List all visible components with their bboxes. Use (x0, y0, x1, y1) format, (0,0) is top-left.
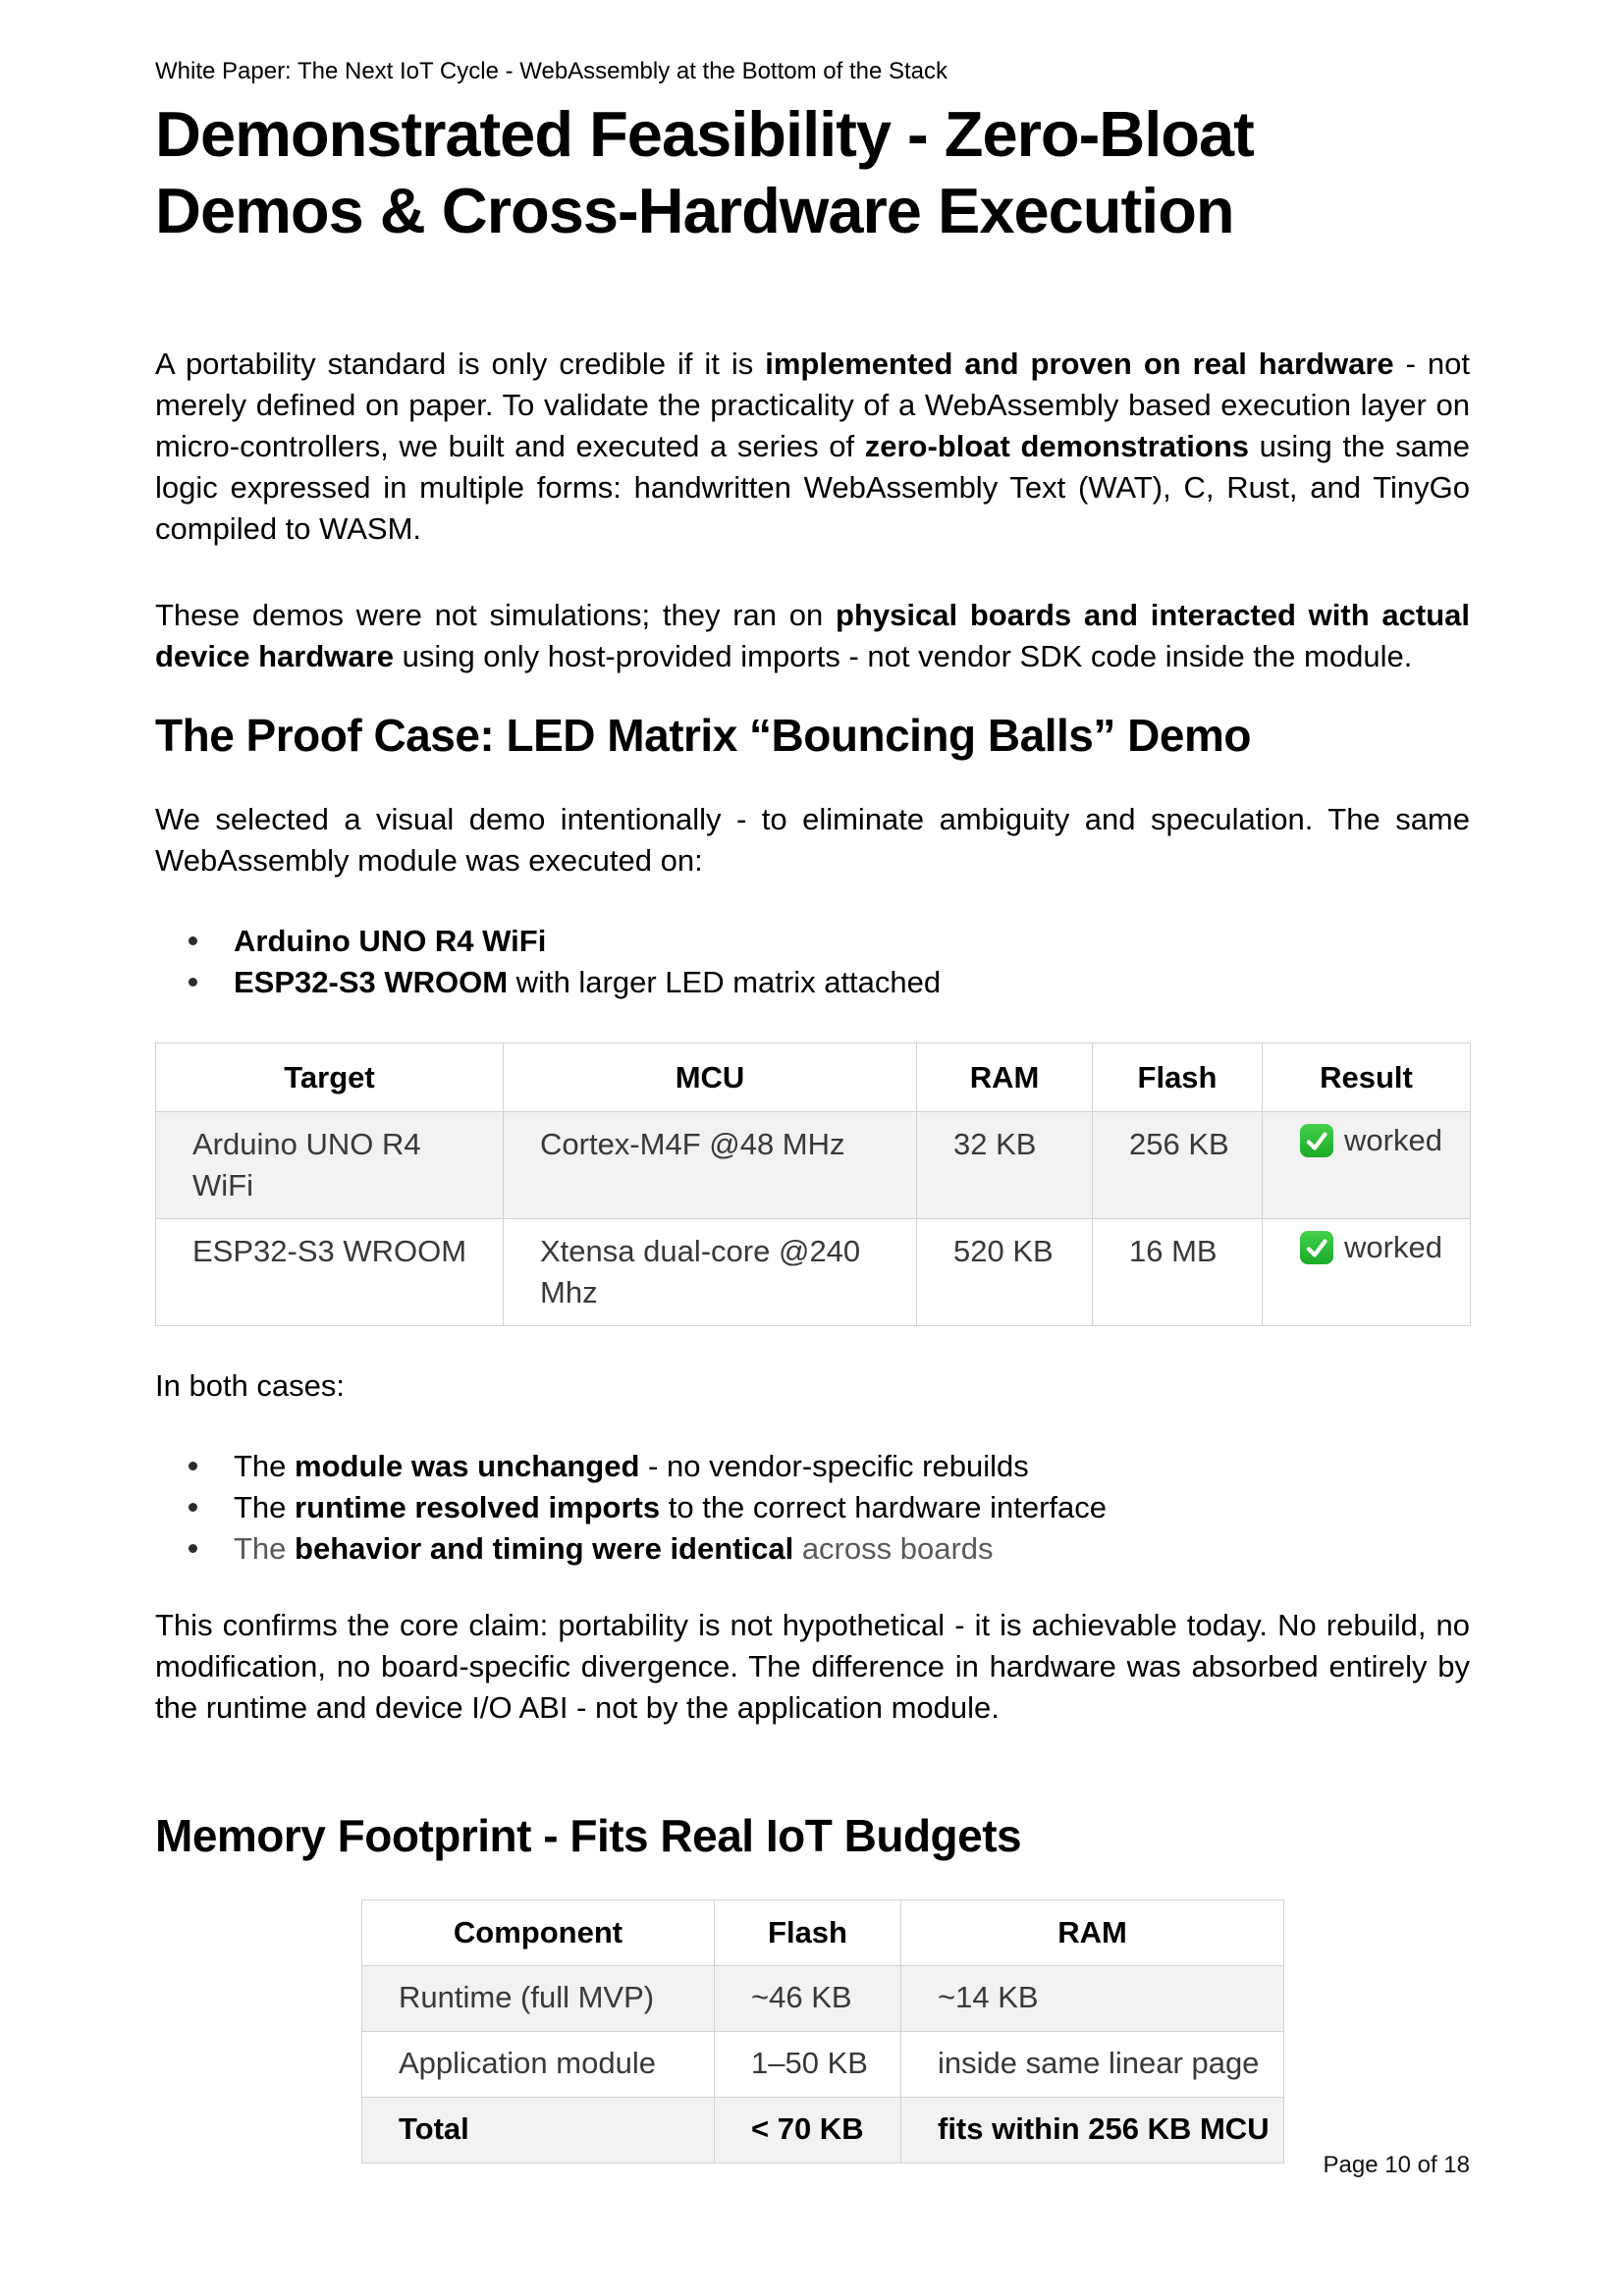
column-header-flash: Flash (715, 1900, 901, 1966)
bold-text: Arduino UNO R4 WiFi (234, 924, 547, 958)
table-row (156, 1112, 1471, 1219)
text-segment: The (234, 1490, 296, 1524)
bold-text: implemented and proven on real hardware (765, 347, 1394, 381)
list-item (234, 921, 1470, 962)
cell-flash: 1–50 KB (715, 2032, 901, 2098)
memory-footprint-table (361, 1899, 1284, 2163)
page-title: Demonstrated Feasibility - Zero-Bloat Demos & Cross-Hardware Execution (155, 98, 1254, 246)
cell-result (1263, 1219, 1471, 1326)
cell-flash: < 70 KB (715, 2098, 901, 2163)
bold-text: runtime resolved imports (295, 1490, 661, 1524)
column-header-target: Target (156, 1043, 504, 1112)
table-row (362, 2032, 1284, 2098)
bullet-dot-icon (189, 1544, 197, 1553)
cell-component: Runtime (full MVP) (362, 1966, 715, 2032)
list-item (234, 1446, 1470, 1487)
conclusion-paragraph: This confirms the core claim: portability is not hypothetical - it is achievable today. No rebuild, no modification, no board-specific divergence. The difference in hardware was absorbed entirely by the runtime and device I/O ABI - not by the application module. (155, 1608, 1470, 1725)
result-label: worked (1344, 1230, 1442, 1264)
text-segment: The (234, 1531, 296, 1566)
text-segment: - no vendor-specific rebuilds (639, 1449, 1029, 1483)
cell-ram: ~14 KB (901, 1966, 1284, 2032)
result-wrap (1299, 1120, 1442, 1161)
table-row-total (362, 2098, 1284, 2163)
bullet-dot-icon (189, 1462, 197, 1470)
bold-text: physical boards and interacted with actual device hardware (155, 598, 1471, 673)
bold-text: ESP32-S3 WROOM (234, 965, 509, 999)
cell-target: Arduino UNO R4 WiFi (156, 1112, 504, 1219)
cell-mcu: Xtensa dual-core @240 Mhz (504, 1219, 917, 1326)
bold-text: behavior and timing were identical (295, 1531, 794, 1566)
cell-flash: 256 KB (1093, 1112, 1263, 1219)
table-header-row (156, 1043, 1471, 1112)
cell-ram: inside same linear page (901, 2032, 1284, 2098)
column-header-mcu: MCU (504, 1043, 917, 1112)
cell-mcu: Cortex-M4F @48 MHz (504, 1112, 917, 1219)
cell-result (1263, 1112, 1471, 1219)
intro-paragraph-2 (155, 595, 1470, 677)
cell-ram: fits within 256 KB MCU (901, 2098, 1284, 2163)
list-item (234, 1528, 1470, 1570)
list-item (234, 962, 1470, 1003)
text-segment: with larger LED matrix attached (508, 965, 942, 999)
cell-ram: 32 KB (917, 1112, 1093, 1219)
text-segment: to the correct hardware interface (660, 1490, 1108, 1524)
cell-flash: 16 MB (1093, 1219, 1263, 1326)
cell-component: Application module (362, 2032, 715, 2098)
cell-ram: 520 KB (917, 1219, 1093, 1326)
section-heading-memory-footprint: Memory Footprint - Fits Real IoT Budgets (155, 1810, 1022, 1861)
cell-target: ESP32-S3 WROOM (156, 1219, 504, 1326)
text-segment: - not merely defined on paper. To validate the practicality of a WebAssembly based execution layer on micro-controllers, we built and executed a series of (155, 347, 1471, 463)
column-header-result: Result (1263, 1043, 1471, 1112)
text-segment: across boards (793, 1531, 994, 1566)
bullet-dot-icon (189, 978, 197, 987)
bullet-dot-icon (189, 1503, 197, 1512)
column-header-flash: Flash (1093, 1043, 1263, 1112)
cases-bullet-list (155, 1446, 1470, 1570)
page-number: Page 10 of 18 (1323, 2152, 1470, 2178)
cell-component: Total (362, 2098, 715, 2163)
result-wrap (1299, 1227, 1442, 1268)
running-header: White Paper: The Next IoT Cycle - WebAssembly at the Bottom of the Stack (155, 58, 948, 84)
text-segment: A portability standard is only credible if it is (155, 347, 766, 381)
intro-paragraph-1 (155, 344, 1470, 550)
bold-text: module was unchanged (295, 1449, 640, 1483)
text-segment: using the same logic expressed in multiple forms: handwritten WebAssembly Text (WAT), C, Rust, and TinyGo compiled to WASM. (155, 429, 1470, 546)
list-item (234, 1487, 1470, 1528)
text-segment: These demos were not simulations; they ran on (155, 598, 837, 632)
text-segment: The (234, 1449, 296, 1483)
text-segment: using only host-provided imports - not vendor SDK code inside the module. (393, 639, 1413, 673)
bold-text: zero-bloat demonstrations (864, 429, 1250, 463)
table-header-row (362, 1900, 1284, 1966)
green-check-icon (1299, 1230, 1334, 1265)
board-bullet-list (155, 921, 1470, 1003)
section-heading-proof-case: The Proof Case: LED Matrix “Bouncing Balls” Demo (155, 710, 1251, 761)
hardware-results-table (155, 1042, 1471, 1326)
table-row (362, 1966, 1284, 2032)
table-row (156, 1219, 1471, 1326)
proof-lead-paragraph: We selected a visual demo intentionally - to eliminate ambiguity and speculation. The same WebAssembly module was executed on: (155, 802, 1470, 878)
cell-flash: ~46 KB (715, 1966, 901, 2032)
column-header-component: Component (362, 1900, 715, 1966)
in-both-cases-label: In both cases: (155, 1368, 346, 1403)
bullet-dot-icon (189, 936, 197, 945)
column-header-ram: RAM (901, 1900, 1284, 1966)
green-check-icon (1299, 1123, 1334, 1158)
column-header-ram: RAM (917, 1043, 1093, 1112)
result-label: worked (1344, 1123, 1442, 1157)
